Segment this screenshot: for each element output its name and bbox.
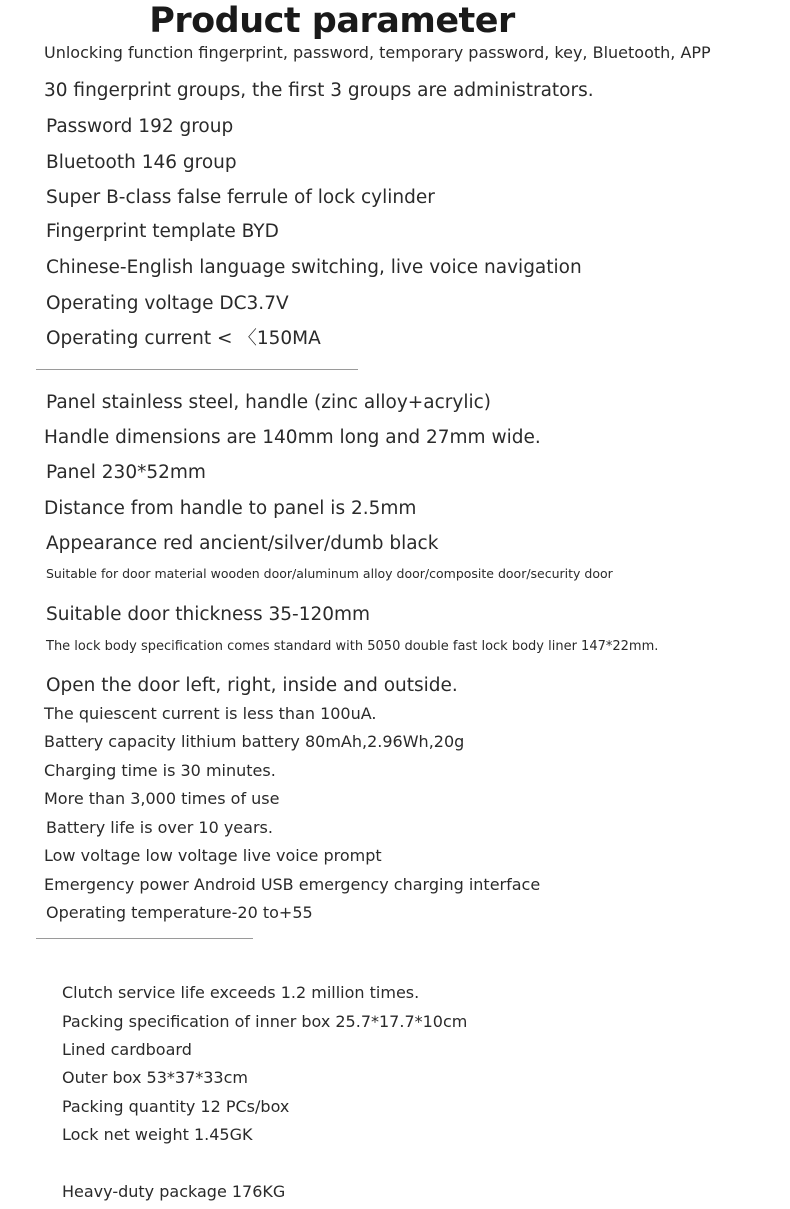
spec-operating-voltage: Operating voltage DC3.7V bbox=[46, 293, 289, 314]
page-title: Product parameter bbox=[149, 1, 515, 41]
spec-operating-current: Operating current < 〈150MA bbox=[46, 328, 321, 349]
spec-operating-temperature: Operating temperature-20 to+55 bbox=[46, 903, 313, 922]
spec-outer-box: Outer box 53*37*33cm bbox=[62, 1068, 248, 1087]
spec-battery-capacity: Battery capacity lithium battery 80mAh,2.96Wh,20g bbox=[44, 732, 465, 751]
spec-panel-material: Panel stainless steel, handle (zinc alloy+acrylic) bbox=[46, 392, 492, 413]
spec-open-direction: Open the door left, right, inside and outside. bbox=[46, 675, 458, 696]
spec-quiescent-current: The quiescent current is less than 100uA. bbox=[44, 704, 377, 723]
spec-door-thickness: Suitable door thickness 35-120mm bbox=[46, 604, 371, 625]
spec-net-weight: Lock net weight 1.45GK bbox=[62, 1125, 253, 1144]
spec-password-groups: Password 192 group bbox=[46, 116, 234, 137]
spec-appearance: Appearance red ancient/silver/dumb black bbox=[46, 533, 439, 554]
spec-use-times: More than 3,000 times of use bbox=[44, 789, 280, 808]
spec-charging-time: Charging time is 30 minutes. bbox=[44, 761, 276, 780]
spec-battery-life: Battery life is over 10 years. bbox=[46, 818, 273, 837]
spec-unlocking-function: Unlocking function fingerprint, password, temporary password, key, Bluetooth, APP bbox=[44, 43, 711, 62]
spec-lock-cylinder: Super B-class false ferrule of lock cylinder bbox=[46, 187, 435, 208]
spec-bluetooth-groups: Bluetooth 146 group bbox=[46, 152, 237, 173]
spec-panel-size: Panel 230*52mm bbox=[46, 462, 206, 483]
spec-fingerprint-groups: 30 fingerprint groups, the first 3 groups are administrators. bbox=[44, 80, 594, 101]
spec-handle-dimensions: Handle dimensions are 140mm long and 27mm wide. bbox=[44, 427, 541, 448]
spec-inner-box: Packing specification of inner box 25.7*17.7*10cm bbox=[62, 1012, 468, 1031]
section-divider bbox=[36, 369, 358, 370]
spec-emergency-power: Emergency power Android USB emergency charging interface bbox=[44, 875, 541, 894]
spec-packing-quantity: Packing quantity 12 PCs/box bbox=[62, 1097, 290, 1116]
spec-lock-body: The lock body specification comes standard with 5050 double fast lock body liner 147*22mm. bbox=[46, 639, 659, 654]
spec-heavy-duty-package: Heavy-duty package 176KG bbox=[62, 1182, 286, 1201]
spec-door-material: Suitable for door material wooden door/aluminum alloy door/composite door/security door bbox=[46, 566, 613, 581]
spec-clutch-service-life: Clutch service life exceeds 1.2 million times. bbox=[62, 983, 420, 1002]
spec-handle-distance: Distance from handle to panel is 2.5mm bbox=[44, 498, 417, 519]
spec-fingerprint-template: Fingerprint template BYD bbox=[46, 221, 279, 242]
spec-lined-cardboard: Lined cardboard bbox=[62, 1040, 192, 1059]
spec-language-switching: Chinese-English language switching, live voice navigation bbox=[46, 257, 582, 278]
section-divider bbox=[36, 938, 253, 939]
spec-low-voltage-prompt: Low voltage low voltage live voice prompt bbox=[44, 846, 382, 865]
